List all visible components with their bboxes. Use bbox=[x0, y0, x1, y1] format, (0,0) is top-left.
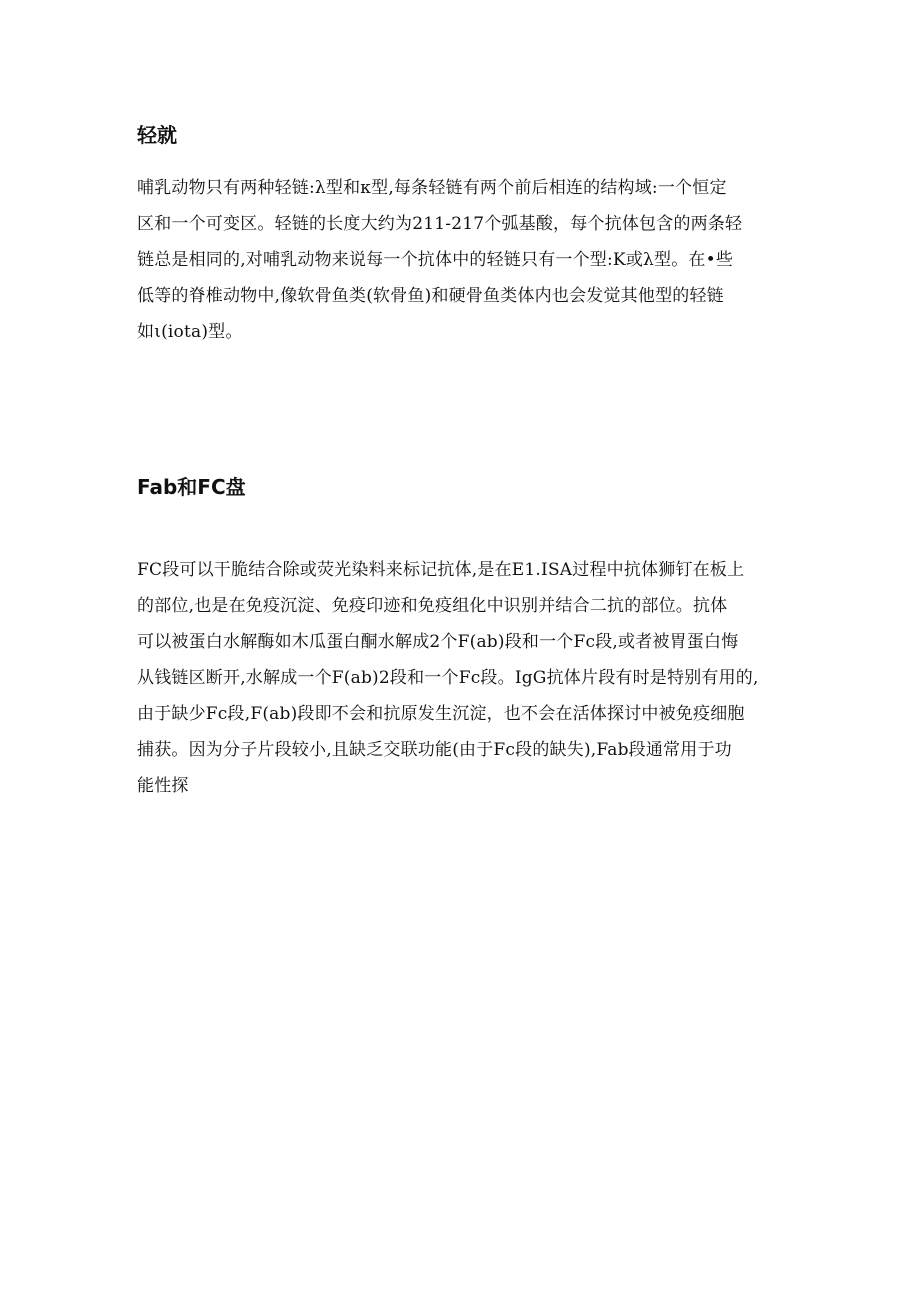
light-chain-paragraph: 哺乳动物只有两种轻链:λ型和κ型,每条轻链有两个前后相连的结构域:一个恒定 区和一个可变区。轻链的长度大约为211-217个弧基酸，每个抗体包含的两条轻 链总是相同的,对哺乳动物来说每一个抗体中的轻链只有一个型:K或λ型。在•些 低等的脊椎动物中,像软骨鱼类(软骨鱼)和硬骨鱼类体内也会发觉其他型的轻链 如ι(iota)型。 bbox=[137, 178, 743, 342]
light-chain-section bbox=[137, 120, 787, 350]
light-chain-heading: 轻就 bbox=[137, 123, 177, 147]
fab-fc-paragraph: FC段可以干脆结合除或荧光染料来标记抗体,是在E1.ISA过程中抗体狮钉在板上 的部位,也是在免疫沉淀、免疫印迹和免疫组化中识别并结合二抗的部位。抗体 可以被蛋白水解酶如木瓜蛋白酮水解成2个F(ab)段和一个Fc段,或者被胃蛋白悔 从钱链区断开,水解成一个F(ab)2段和一个Fc段。IgG抗体片段有时是特别有用的, 由于缺少Fc段,F(ab)段即不会和抗原发生沉淀，也不会在活体探讨中被免疫细胞 捕获。因为分子片段较小,且缺乏交联功能(由于Fc段的缺失),Fab段通常用于功 能性探 bbox=[137, 560, 759, 796]
fab-fc-section bbox=[137, 472, 787, 804]
fab-fc-heading: Fab和FC盘 bbox=[137, 475, 246, 499]
